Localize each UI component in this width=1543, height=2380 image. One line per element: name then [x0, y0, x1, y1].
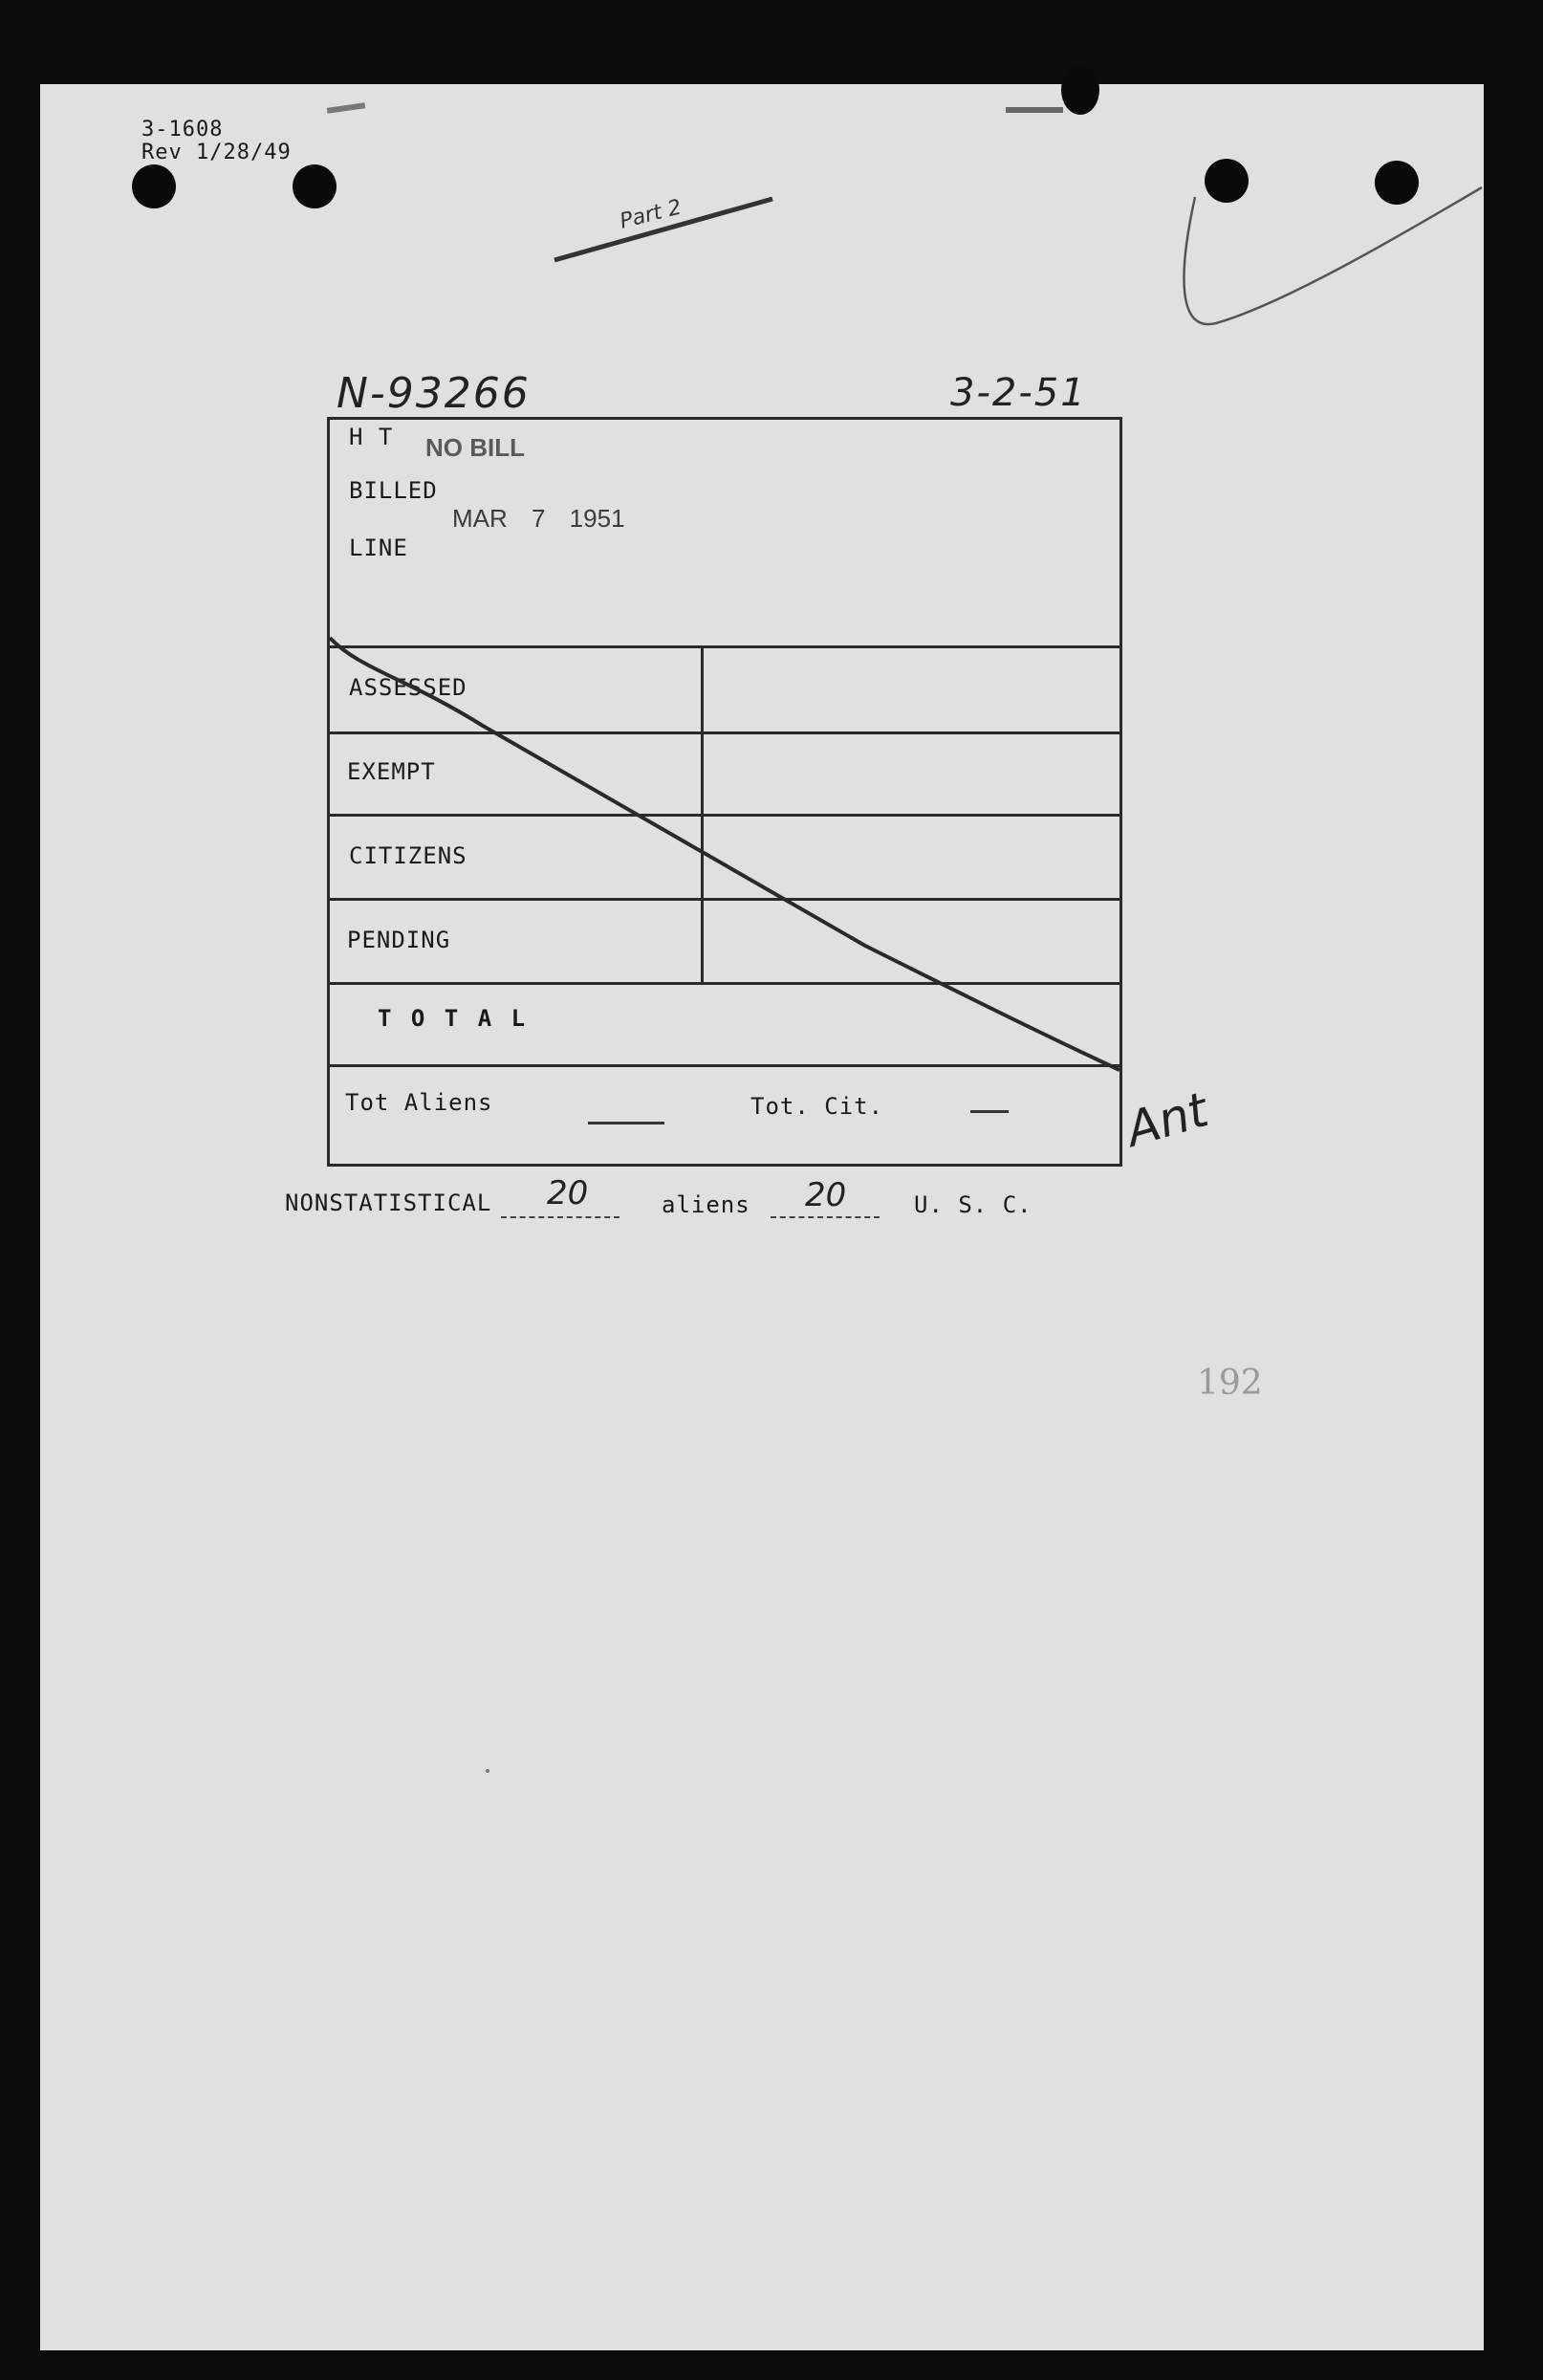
form-revision: Rev 1/28/49	[141, 141, 292, 164]
ht-label: H T	[349, 424, 394, 450]
form-number: 3-1608	[141, 118, 224, 142]
row-exempt-label: EXEMPT	[347, 758, 436, 785]
tot-aliens-label: Tot Aliens	[345, 1089, 493, 1116]
nonstat-aliens-value: 20	[547, 1174, 589, 1212]
tally-form	[327, 417, 1122, 1167]
row-assessed-label: ASSESSED	[349, 674, 467, 701]
total-label: T O T A L	[378, 1005, 529, 1032]
handwritten-date: 3-2-51	[950, 371, 1087, 415]
cancel-stroke	[330, 420, 1125, 1169]
file-number: N-93266	[337, 369, 531, 418]
row-citizens-label: CITIZENS	[349, 842, 467, 869]
page-number-stamp: 192	[1197, 1364, 1263, 1403]
nonstat-aliens-blank	[501, 1216, 619, 1218]
nonstat-usc-blank	[771, 1216, 880, 1218]
line-label: LINE	[349, 535, 408, 561]
tot-cit-label: Tot. Cit.	[750, 1093, 884, 1120]
row-pending-label: PENDING	[347, 927, 451, 953]
billed-label: BILLED	[349, 477, 438, 504]
nonstat-usc-label: U. S. C.	[914, 1191, 1032, 1218]
no-bill-stamp: NO BILL	[425, 433, 525, 462]
scan-speck	[486, 1769, 489, 1773]
struck-note: Part 2	[617, 195, 685, 234]
nonstat-aliens-label: aliens	[662, 1191, 750, 1218]
nonstatistical-label: NONSTATISTICAL	[285, 1190, 492, 1216]
document-page	[40, 84, 1484, 2350]
nonstat-usc-value: 20	[805, 1176, 847, 1214]
billed-date-stamp: MAR 7 1951	[452, 504, 625, 533]
initials: Ant	[1119, 1081, 1214, 1158]
